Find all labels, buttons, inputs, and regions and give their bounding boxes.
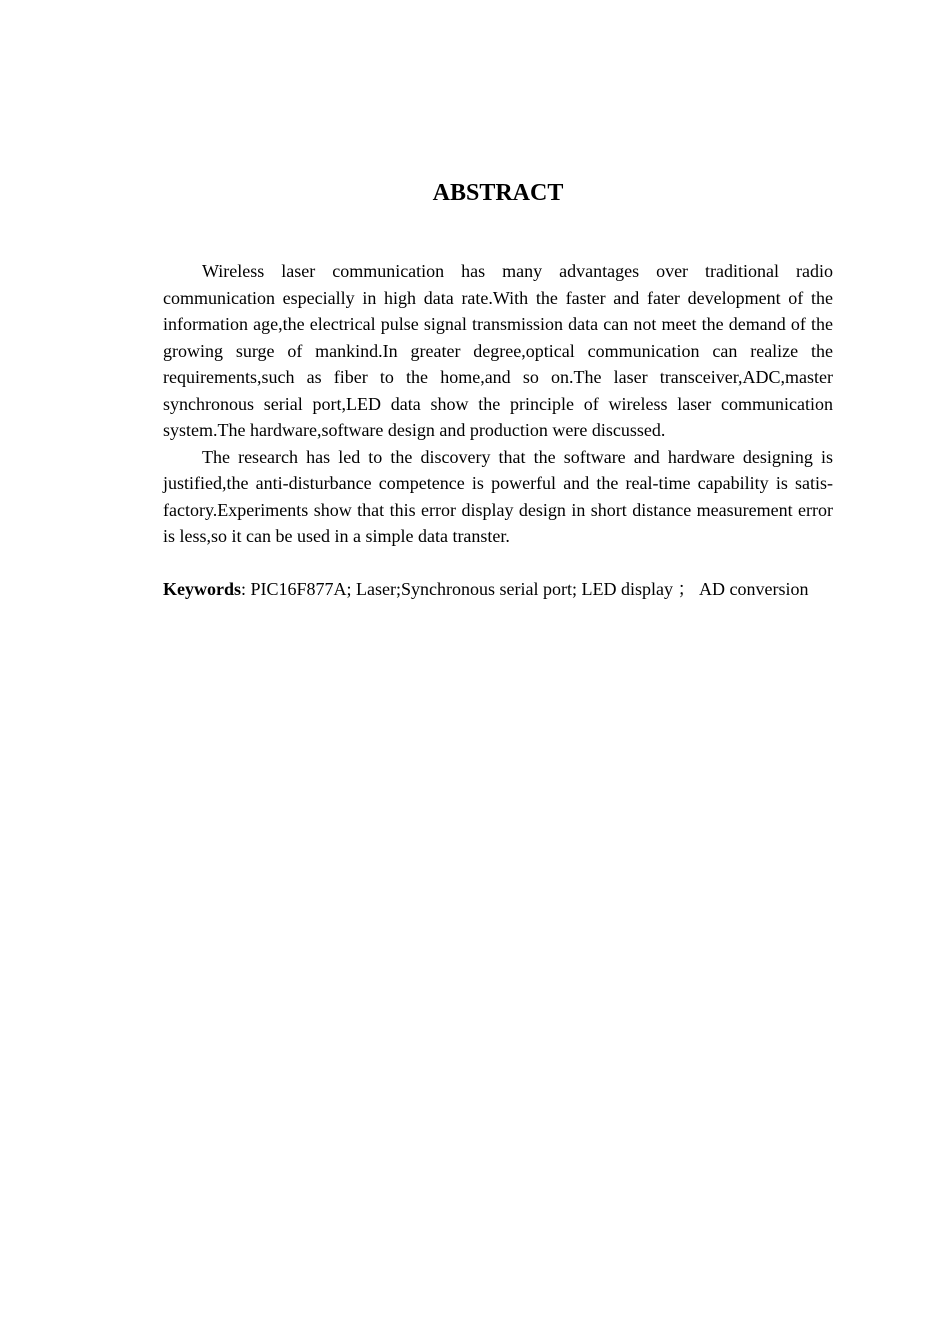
- abstract-paragraph-1: Wireless laser communication has many advantages over traditional radio communication especially in high data rate.With the faster and fater development of the information age,the electrical pulse signal transmission data can not meet the demand of the growing surge of mankind.In greater degree,optical communication can realize the requirements,such as fiber to the home,and so on.The laser transceiver,ADC,master synchronous serial port,LED data show the principle of wireless laser communication system.The hardware,software design and production were discussed.: [163, 261, 833, 440]
- keywords-label: Keywords: [163, 579, 241, 599]
- abstract-paragraph-2: The research has led to the discovery that the software and hardware designing is justified,the anti-disturbance competence is powerful and the real-time capability is satis- factory.Experiments show that this error display design in short distance measurement error is less,so it can be used in a simple data transter.: [163, 446, 833, 546]
- abstract-section: [163, 176, 833, 603]
- keywords-separator: :: [241, 579, 247, 599]
- abstract-title: ABSTRACT: [432, 180, 564, 206]
- keywords-line: [163, 576, 833, 603]
- keywords-text: PIC16F877A; Laser;Synchronous serial port; LED display ； AD conversion: [246, 579, 809, 599]
